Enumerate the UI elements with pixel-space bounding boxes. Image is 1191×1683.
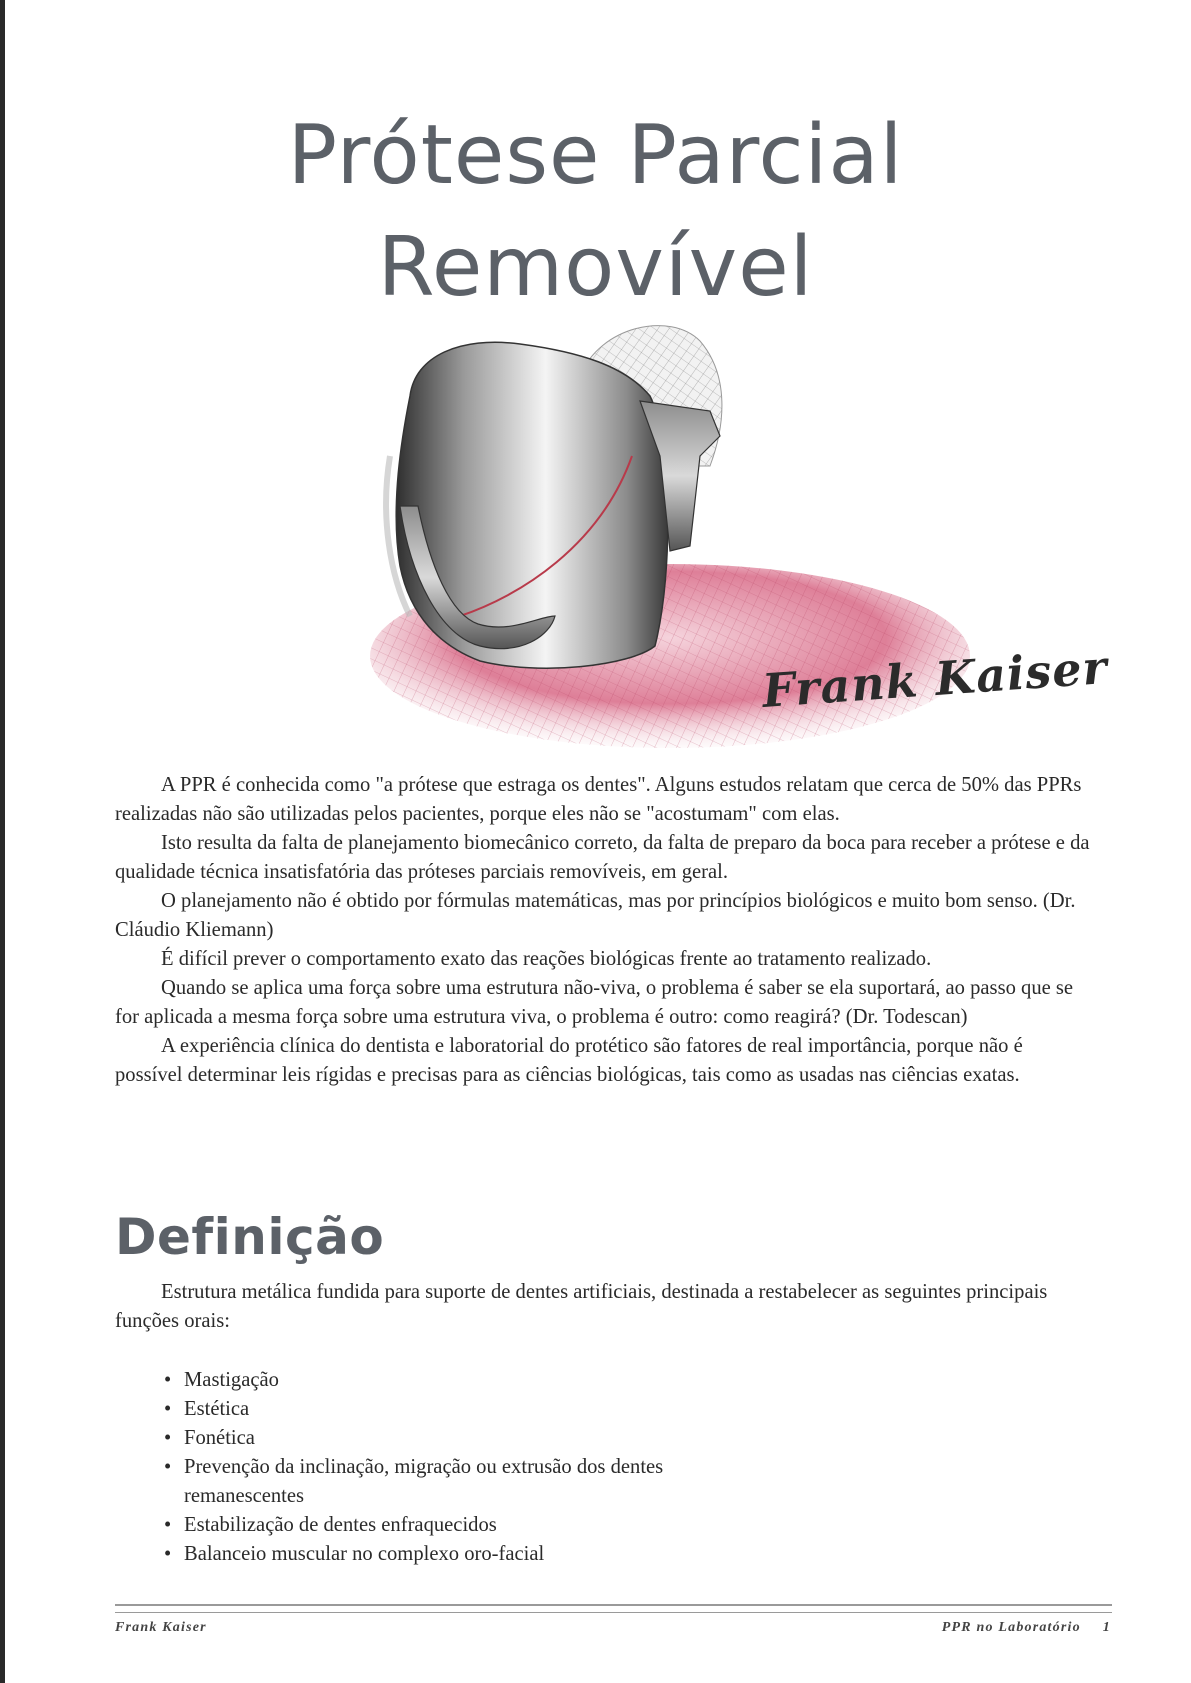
bullet-icon: •	[164, 1398, 172, 1420]
list-item: • Balanceio muscular no complexo oro-facial	[164, 1540, 724, 1569]
list-item: • Prevenção da inclinação, migração ou extrusão dos dentes remanescentes	[164, 1453, 724, 1511]
title-line-2: Removível	[377, 220, 814, 315]
functions-list	[164, 1366, 724, 1569]
paragraph: Quando se aplica uma força sobre uma estrutura não-viva, o problema é saber se ela suportará, ao passo que se for aplicada a mesma força sobre uma estrutura viva, o problema é outro: como reagirá? (Dr. Todescan)	[115, 977, 1074, 1028]
list-item: • Estabilização de dentes enfraquecidos	[164, 1511, 724, 1540]
page-title	[0, 100, 1191, 324]
page-number: 1	[1102, 1620, 1111, 1635]
intro-text	[115, 771, 1090, 1090]
author-signature: Frank Kaiser	[760, 640, 1110, 718]
list-item: • Mastigação	[164, 1366, 724, 1395]
paragraph: Isto resulta da falta de planejamento biomecânico correto, da falta de preparo da boca para receber a prótese e da qualidade técnica insatisfatória das próteses parciais removíveis, em geral.	[115, 832, 1090, 883]
footer-divider	[115, 1604, 1112, 1613]
paragraph: A PPR é conhecida como "a prótese que estraga os dentes". Alguns estudos relatam que cerca de 50% das PPRs realizadas não são utilizadas pelos pacientes, porque eles não se "acostumam" com elas.	[115, 774, 1082, 825]
title-line-1: Prótese Parcial	[287, 108, 904, 203]
bullet-icon: •	[164, 1543, 172, 1565]
bullet-icon: •	[164, 1514, 172, 1536]
paragraph: Estrutura metálica fundida para suporte de dentes artificiais, destinada a restabelecer as seguintes principais funções orais:	[115, 1281, 1048, 1332]
bullet-icon: •	[164, 1369, 172, 1391]
definition-text	[115, 1278, 1090, 1336]
footer-right	[942, 1620, 1111, 1636]
list-item: • Estética	[164, 1395, 724, 1424]
footer-author: Frank Kaiser	[115, 1620, 207, 1635]
bullet-icon: •	[164, 1456, 172, 1478]
section-heading-definicao: Definição	[115, 1208, 385, 1266]
paragraph: É difícil prever o comportamento exato das reações biológicas frente ao tratamento realizado.	[161, 948, 932, 970]
paragraph: O planejamento não é obtido por fórmulas matemáticas, mas por princípios biológicos e muito bom senso. (Dr. Cláudio Kliemann)	[115, 890, 1076, 941]
list-item: • Fonética	[164, 1424, 724, 1453]
paragraph: A experiência clínica do dentista e laboratorial do protético são fatores de real importância, porque não é possível determinar leis rígidas e precisas para as ciências biológicas, tais como as usadas nas ciências exatas.	[115, 1035, 1023, 1086]
main-tooth	[386, 342, 668, 668]
bullet-icon: •	[164, 1427, 172, 1449]
footer-book-title: PPR no Laboratório	[941, 1620, 1081, 1635]
